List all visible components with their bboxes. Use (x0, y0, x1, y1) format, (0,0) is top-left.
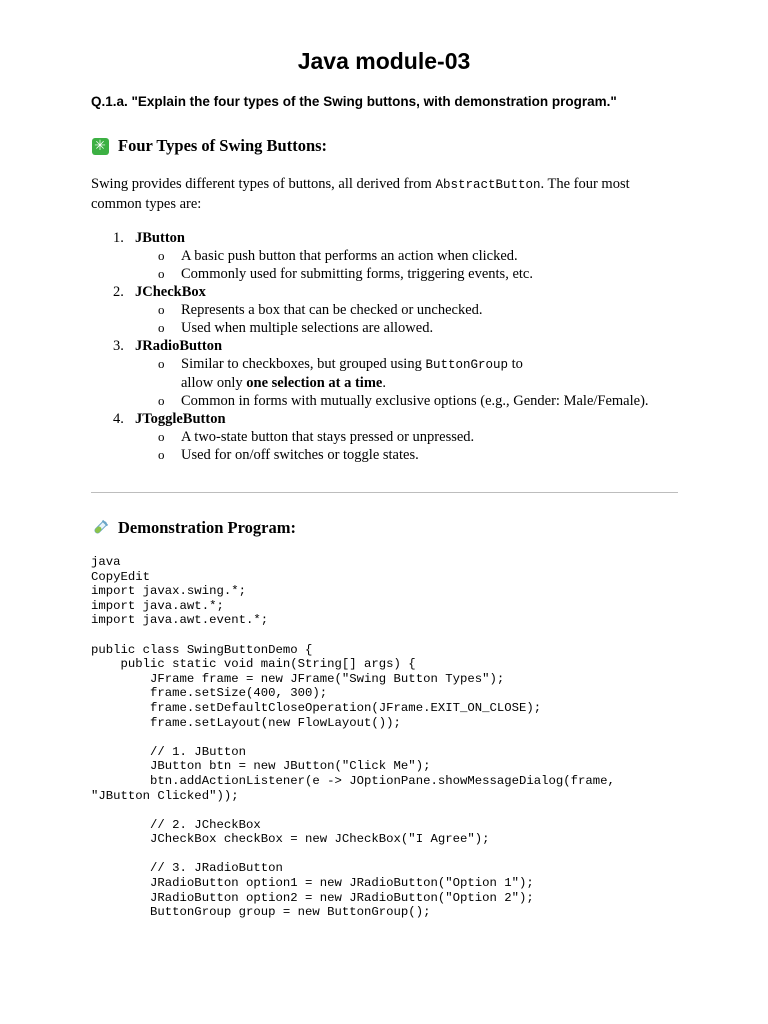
bullet-icon: o (158, 393, 165, 408)
list-item-name: JRadioButton (135, 338, 223, 354)
code-line (91, 847, 615, 862)
code-line (91, 803, 615, 818)
code-line: // 1. JButton (91, 744, 246, 759)
sub-item-text: Used for on/off switches or toggle states. (181, 447, 419, 463)
sub-item (91, 446, 691, 464)
button-types-list (91, 229, 691, 464)
list-item (91, 283, 691, 301)
sub-item (91, 392, 691, 410)
sub-item-text-bold: one selection at a time (246, 375, 383, 391)
code-line: "JButton Clicked")); (91, 788, 239, 803)
code-line: frame.setDefaultCloseOperation(JFrame.EXIT_ON_CLOSE); (91, 700, 542, 715)
list-number: 3. (113, 338, 124, 354)
code-line: frame.setLayout(new FlowLayout()); (91, 715, 401, 730)
sub-item-text-mid: to allow only (181, 356, 523, 391)
code-line (91, 730, 615, 745)
section-heading-text: Four Types of Swing Buttons: (118, 136, 328, 155)
section-heading-text: Demonstration Program: (118, 518, 296, 537)
code-line: // 3. JRadioButton (91, 861, 283, 876)
code-buttongroup: ButtonGroup (425, 358, 508, 372)
list-item (91, 410, 691, 428)
horizontal-divider (91, 492, 678, 493)
bullet-icon: o (158, 302, 165, 317)
section-heading-swing-buttons (91, 136, 327, 156)
sub-item (91, 247, 691, 265)
sub-item-text-pre: Similar to checkboxes, but grouped using (181, 356, 426, 372)
list-number: 2. (113, 284, 124, 300)
sub-item (91, 428, 691, 446)
code-line: import java.awt.*; (91, 598, 224, 613)
code-line: public class SwingButtonDemo { (91, 642, 313, 657)
code-line: JFrame frame = new JFrame("Swing Button Types"); (91, 671, 505, 686)
list-item-name: JToggleButton (135, 411, 226, 427)
code-line: ButtonGroup group = new ButtonGroup(); (91, 905, 431, 920)
code-line: JRadioButton option2 = new JRadioButton("Option 2"); (91, 890, 534, 905)
code-line: JRadioButton option1 = new JRadioButton("Option 1"); (91, 876, 534, 891)
list-item-name: JCheckBox (135, 284, 206, 300)
intro-text-post: . The four most common types are: (91, 176, 630, 212)
code-line: frame.setSize(400, 300); (91, 686, 328, 701)
list-number: 1. (113, 230, 124, 246)
bullet-icon: o (158, 320, 165, 335)
sub-item-text: Common in forms with mutually exclusive options (e.g., Gender: Male/Female). (181, 393, 649, 409)
question-text: Q.1.a. "Explain the four types of the Swing buttons, with demonstration program." (91, 94, 617, 109)
bullet-icon: o (158, 266, 165, 281)
code-line: import java.awt.event.*; (91, 613, 269, 628)
code-line: CopyEdit (91, 569, 151, 584)
sub-item-text: Used when multiple selections are allowed. (181, 320, 434, 336)
code-line: import javax.swing.*; (91, 584, 246, 599)
list-item-name: JButton (135, 230, 185, 246)
section-heading-demo (91, 518, 296, 538)
sub-item (91, 265, 691, 283)
sparkle-box-icon: ✳ (91, 137, 109, 155)
sub-item-text: Commonly used for submitting forms, triggering events, etc. (181, 266, 533, 282)
code-line: JCheckBox checkBox = new JCheckBox("I Agree"); (91, 832, 490, 847)
sub-item-text: A basic push button that performs an action when clicked. (181, 248, 518, 264)
code-line: java (91, 555, 121, 569)
list-item (91, 229, 691, 247)
bullet-icon: o (158, 248, 165, 263)
bullet-icon: o (158, 447, 165, 462)
sub-item-text-post: . (382, 375, 386, 391)
sub-item-text: A two-state button that stays pressed or unpressed. (181, 429, 475, 445)
sub-item (91, 355, 691, 392)
list-number: 4. (113, 411, 124, 427)
code-block (91, 555, 615, 920)
bullet-icon: o (158, 429, 165, 444)
sub-item-text: Represents a box that can be checked or unchecked. (181, 302, 483, 318)
bullet-icon: o (158, 356, 165, 371)
intro-paragraph (91, 175, 681, 214)
code-line (91, 628, 615, 643)
list-item (91, 337, 691, 355)
sub-item (91, 301, 691, 319)
intro-text-pre: Swing provides different types of buttons, all derived from (91, 176, 436, 192)
intro-code-abstractbutton: AbstractButton (435, 178, 541, 192)
code-line: // 2. JCheckBox (91, 817, 261, 832)
test-tube-icon (91, 519, 109, 537)
code-line: btn.addActionListener(e -> JOptionPane.showMessageDialog(frame, (91, 773, 615, 788)
sub-item (91, 319, 691, 337)
page-title: Java module-03 (297, 48, 471, 74)
code-line: public static void main(String[] args) { (91, 657, 416, 672)
code-line: JButton btn = new JButton("Click Me"); (91, 759, 431, 774)
